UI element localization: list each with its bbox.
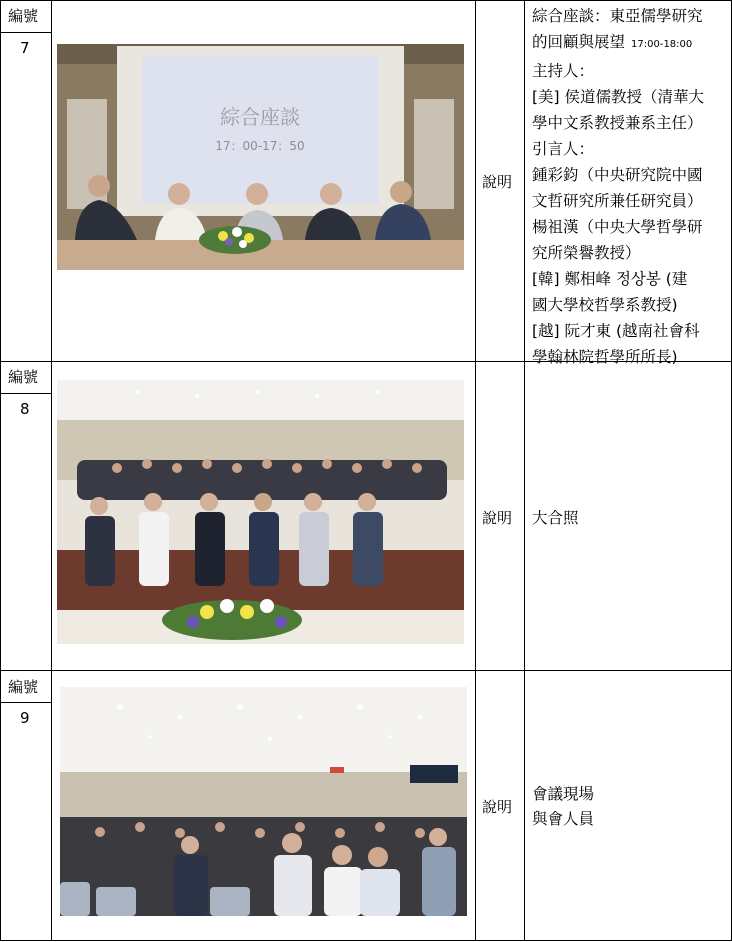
description-line: 文哲研究所兼任研究員） [532,192,703,210]
row-number: 7 [20,39,30,57]
description-line: 學中文系教授兼系主任） [532,114,703,132]
description-line: 引言人： [532,140,595,158]
description-line: 楊祖漢（中央大學哲學研 [532,218,703,236]
table-left-border [0,0,1,941]
table-bottom-border [0,940,732,941]
column-divider-label [524,0,525,941]
description-line: 鍾彩鈞（中央研究院中國 [532,166,703,184]
panel-discussion-photo [57,44,464,270]
description-label: 說明 [482,509,513,527]
description-line: 國大學校哲學系教授) [532,296,678,314]
group-photo [57,380,464,644]
description-label: 說明 [482,173,513,191]
description-line: 主持人： [532,62,595,80]
description-text [532,3,728,370]
description-line: [美] 侯道儒教授（清華大 [532,88,705,106]
number-header-divider-8 [0,393,52,394]
description-text: 大合照 [532,509,579,527]
number-header-divider-9 [0,702,52,703]
number-header-divider-7 [0,32,52,33]
description-line: 綜合座談：東亞儒學研究 [532,7,703,25]
description-line: 究所榮譽教授） [532,244,641,262]
venue-photo [60,687,467,916]
row-number: 9 [20,709,30,727]
number-label: 編號 [8,368,39,386]
row-number: 8 [20,400,30,418]
column-divider-photo [475,0,476,941]
description-line: 與會人員 [532,810,595,828]
description-text [532,782,728,832]
row-divider-8-9 [0,670,732,671]
session-time: 17:00-18:00 [631,39,693,50]
description-line: 的回顧與展望 [532,33,626,51]
column-divider-number [51,0,52,941]
screen-title: 綜合座談 [220,105,300,129]
table-top-border [0,0,732,1]
description-line: [越] 阮才東 (越南社會科 [532,322,700,340]
number-label: 編號 [8,678,39,696]
description-label: 說明 [482,798,513,816]
screen-time: 17：00-17：50 [215,139,305,153]
number-label: 編號 [8,7,39,25]
description-line: 學翰林院哲學所所長) [532,348,678,366]
description-line: [韓] 鄭相峰 정상봉 (建 [532,270,688,288]
description-line: 會議現場 [532,785,595,803]
